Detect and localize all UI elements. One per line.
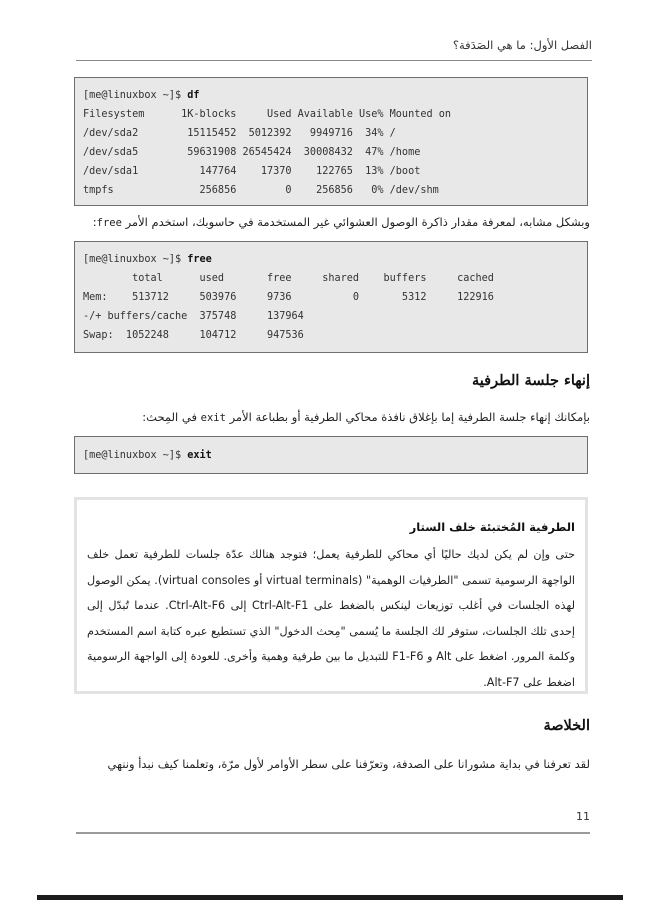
code-block-df [74,77,588,206]
sidebar-title: الطرفية المُختبئة خلف الستار [409,520,575,534]
code-output-line: /dev/sda1 147764 17370 122765 13% /boot [83,166,421,177]
code-output-line: total used free shared buffers cached [83,273,494,284]
code-output-line: /dev/sda2 15115452 5012392 9949716 34% / [83,128,396,139]
code-prompt-line [83,86,579,105]
code-prompt-line [83,446,579,465]
paragraph-text: في المِحث: [142,410,201,424]
code-output-line: tmpfs 256856 0 256856 0% /dev/shm [83,185,439,196]
sidebar-body: حتى وإن لم يكن لديك حاليًا أي محاكي للطرفية يعمل؛ فتوجد هنالك عدّة جلسات للطرفية تعمل خلف الواجهة الرسومية تسمى "الطرفيات الوهمية" (virtual terminals أو virtual consoles). يمكن الوصول لهذه الجلسات في أغلب توزيعات لينكس بالضغط على Ctrl-Alt-F1 إلى Ctrl-Alt-F6. عندما تُبدّل إلى إحدى تلك الجلسات، ستوفر لك الجلسة ما يُسمى "مِحث الدخول" الذي تستطيع عبره كتابة اسم المستخدم وكلمة المرور. اضغط على Alt و F1-F6 للتبديل ما بين طرفية وهمية وأخرى. للعودة إلى الواجهة الرسومية اضغط على Alt-F7. [87,548,576,689]
paragraph-text: بإمكانك إنهاء جلسة الطرفية إما بإغلاق نافذة محاكي الطرفية أو بطباعة الأمر [225,410,590,424]
paragraph-text: : [92,215,97,229]
code-output-line: Swap: 1052248 104712 947536 [83,330,304,341]
footer-rule [76,832,590,834]
shell-command: exit [187,450,212,461]
next-page-edge [37,895,623,900]
free-intro-paragraph [74,214,590,231]
shell-prompt: [me@linuxbox ~]$ [83,450,188,461]
code-output-line: Mem: 513712 503976 9736 0 5312 122916 [83,292,494,303]
paragraph-text: وبشكل مشابه، لمعرفة مقدار ذاكرة الوصول العشوائي غير المستخدمة في حاسوبك، استخدم الأمر [121,215,590,229]
end-session-paragraph [74,409,590,426]
shell-prompt: [me@linuxbox ~]$ [83,90,188,101]
header-rule [76,60,592,61]
code-output-line: /dev/sda5 59631908 26545424 30008432 47% /home [83,147,421,158]
code-output-line: -/+ buffers/cache 375748 137964 [83,311,304,322]
page-number: 11 [576,810,590,823]
section-heading-summary: الخلاصة [543,717,590,734]
inline-command: free [96,217,122,229]
summary-paragraph: لقد تعرفنا في بداية مشورانا على الصدفة، وتعرّفنا على سطر الأوامر لأول مرّة، وتعلمنا كيف نبدأ وننهي [107,757,590,771]
code-output-line: Filesystem 1K-blocks Used Available Use% Mounted on [83,109,452,120]
code-block-free [74,241,588,353]
section-heading-end-session: إنهاء جلسة الطرفية [472,372,590,389]
code-prompt-line [83,250,579,269]
inline-command: exit [200,412,226,424]
sidebar-note-box [74,497,588,694]
running-header-title: الفصل الأول: ما هي الصَدَفة؟ [452,38,592,52]
shell-prompt: [me@linuxbox ~]$ [83,254,188,265]
shell-command: free [187,254,212,265]
shell-command: df [187,90,200,101]
code-block-exit [74,436,588,474]
